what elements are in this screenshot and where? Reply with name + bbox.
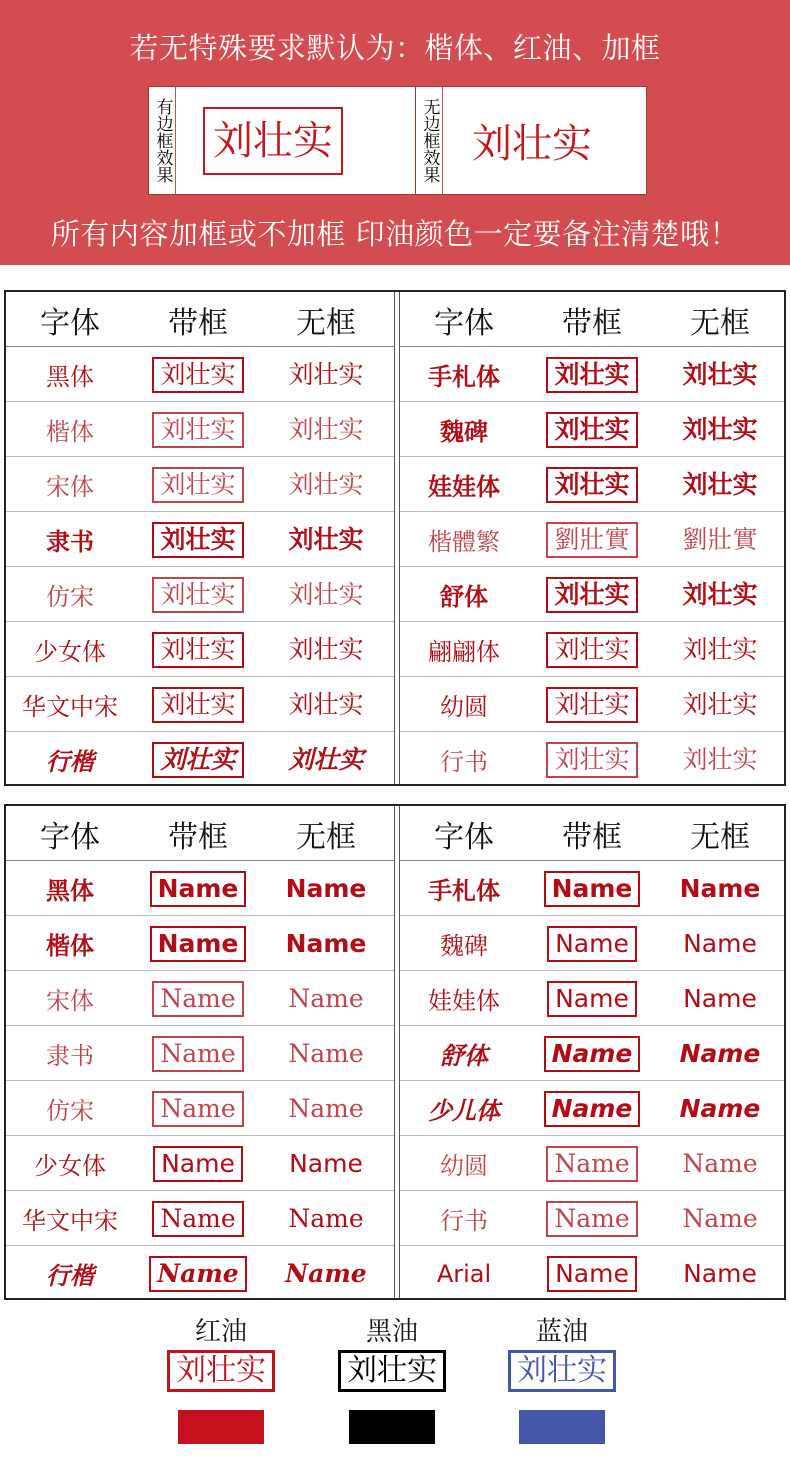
- ink-swatch: [519, 1410, 605, 1444]
- plain-sample: [656, 1246, 784, 1301]
- boxed-sample: [134, 512, 262, 567]
- ink-option-black[interactable]: [336, 1316, 448, 1444]
- boxed-sample-text: 刘壮实: [152, 357, 243, 393]
- font-row[interactable]: [6, 732, 394, 787]
- plain-sample: [262, 567, 390, 622]
- boxed-sample: [134, 567, 262, 622]
- plain-sample-text: Name: [679, 1093, 761, 1123]
- font-row[interactable]: [400, 861, 784, 916]
- plain-sample-text: Name: [288, 983, 364, 1013]
- boxed-sample: [528, 677, 656, 732]
- plain-sample: [262, 1191, 390, 1246]
- boxed-sample-text: Name: [150, 871, 247, 907]
- boxed-sample: [134, 457, 262, 512]
- plain-sample-text: Name: [683, 1258, 757, 1288]
- plain-sample-text: Name: [288, 1203, 364, 1233]
- boxed-sample: [528, 347, 656, 402]
- table-header-row: [400, 292, 784, 347]
- plain-sample: [262, 677, 390, 732]
- plain-sample-text: 刘壮实: [288, 634, 364, 664]
- table-header-row: [400, 806, 784, 861]
- header-plain: 无框: [296, 305, 356, 341]
- font-name: 华文中宋: [22, 693, 118, 721]
- font-row[interactable]: [6, 457, 394, 512]
- font-name: 仿宋: [46, 583, 94, 611]
- plain-sample: [656, 1136, 784, 1191]
- boxed-sample-text: Name: [546, 1146, 637, 1182]
- plain-sample: [656, 347, 784, 402]
- plain-sample-text: Name: [288, 1038, 364, 1068]
- chinese-font-table: [4, 290, 786, 786]
- boxed-sample-text: Name: [544, 871, 641, 907]
- font-name: 楷體繁: [428, 528, 500, 556]
- ink-sample: 刘壮实: [167, 1350, 275, 1392]
- boxed-sample-text: Name: [544, 1036, 641, 1072]
- font-row[interactable]: [400, 1136, 784, 1191]
- boxed-sample-text: 刘壮实: [152, 522, 243, 558]
- font-name: 翩翩体: [428, 638, 500, 666]
- boxed-sample: [134, 861, 262, 916]
- plain-sample-text: Name: [679, 1038, 761, 1068]
- boxed-sample-text: Name: [544, 1091, 641, 1127]
- plain-sample-text: Name: [682, 1203, 758, 1233]
- font-row[interactable]: [6, 971, 394, 1026]
- plain-sample-text: 刘壮实: [288, 414, 364, 444]
- plain-sample-text: 刘壮实: [682, 689, 758, 719]
- font-name: 行楷: [46, 1261, 94, 1290]
- ink-option-red[interactable]: [165, 1316, 277, 1444]
- font-name: 楷体: [46, 932, 94, 960]
- plain-sample-text: Name: [683, 928, 757, 958]
- plain-sample: [262, 457, 390, 512]
- plain-sample: [656, 567, 784, 622]
- font-row[interactable]: [400, 732, 784, 787]
- plain-sample-text: Name: [285, 1258, 367, 1288]
- with-border-demo: [148, 86, 417, 195]
- font-row[interactable]: [400, 622, 784, 677]
- boxed-sample-text: Name: [152, 1201, 243, 1237]
- boxed-sample-text: Name: [547, 981, 637, 1017]
- plain-sample: [656, 1081, 784, 1136]
- font-row[interactable]: [6, 1246, 394, 1301]
- font-name: 黑体: [46, 363, 94, 391]
- header-plain: 无框: [296, 819, 356, 855]
- header-font: 字体: [40, 305, 100, 341]
- plain-sample: [656, 1026, 784, 1081]
- plain-sample: [262, 402, 390, 457]
- english-font-table: [4, 804, 786, 1300]
- font-name: 行书: [440, 748, 488, 776]
- boxed-sample-text: Name: [152, 981, 243, 1017]
- font-row[interactable]: [400, 1081, 784, 1136]
- table-right-half: [400, 806, 784, 1298]
- font-name: 手札体: [428, 877, 500, 905]
- boxed-sample-text: Name: [546, 1201, 637, 1237]
- font-name: 华文中宋: [22, 1207, 118, 1235]
- without-border-demo: [415, 86, 647, 195]
- plain-sample: [262, 512, 390, 567]
- boxed-sample-text: Name: [152, 1036, 243, 1072]
- boxed-sample-text: 刘壮实: [152, 742, 243, 778]
- font-row[interactable]: [6, 1136, 394, 1191]
- boxed-sample: [134, 1136, 262, 1191]
- plain-sample-text: 刘壮实: [682, 634, 758, 664]
- plain-sample: [656, 1191, 784, 1246]
- ink-label: 蓝油: [535, 1317, 588, 1347]
- plain-sample-text: Name: [682, 1148, 758, 1178]
- ink-sample: 刘壮实: [508, 1350, 616, 1392]
- boxed-sample-text: 刘壮实: [152, 687, 243, 723]
- boxed-sample: [134, 916, 262, 971]
- font-row[interactable]: [400, 916, 784, 971]
- font-row[interactable]: [6, 677, 394, 732]
- boxed-sample: [528, 1026, 656, 1081]
- boxed-sample-text: 刘壮实: [152, 632, 243, 668]
- boxed-sample: [134, 732, 262, 787]
- font-row[interactable]: [400, 677, 784, 732]
- plain-sample-text: Name: [288, 1093, 364, 1123]
- boxed-sample-text: 刘壮实: [546, 742, 637, 778]
- font-name: 魏碑: [440, 417, 488, 446]
- table-right-half: [400, 292, 784, 784]
- boxed-sample-text: 刘壮实: [546, 412, 637, 448]
- plain-sample: [262, 861, 390, 916]
- boxed-sample: [134, 1191, 262, 1246]
- plain-sample: [262, 1136, 390, 1191]
- font-name: 手札体: [428, 362, 500, 391]
- plain-sample-text: 刘壮实: [288, 744, 364, 774]
- plain-sample: [656, 732, 784, 787]
- boxed-sample: [134, 622, 262, 677]
- font-name: 隶书: [46, 1042, 94, 1070]
- plain-sample-text: 刘壮实: [682, 744, 758, 774]
- table-left-half: [6, 806, 394, 1298]
- plain-sample-text: 刘壮实: [682, 414, 758, 444]
- font-name: 黑体: [46, 877, 94, 905]
- plain-sample-text: Name: [679, 873, 761, 903]
- plain-sample: [262, 916, 390, 971]
- plain-sample-text: 劉壯實: [682, 524, 758, 554]
- plain-sample-text: 刘壮实: [288, 524, 364, 554]
- boxed-sample: [528, 622, 656, 677]
- font-row[interactable]: [6, 512, 394, 567]
- plain-sample: [656, 861, 784, 916]
- plain-sample: [656, 402, 784, 457]
- plain-sample: [262, 971, 390, 1026]
- font-row[interactable]: [6, 1191, 394, 1246]
- font-name: 楷体: [46, 418, 94, 446]
- boxed-sample: [134, 971, 262, 1026]
- font-row[interactable]: [400, 512, 784, 567]
- boxed-sample-text: 刘壮实: [546, 577, 637, 613]
- font-name: 隶书: [46, 527, 94, 556]
- font-row[interactable]: [6, 402, 394, 457]
- font-row[interactable]: [400, 402, 784, 457]
- font-row[interactable]: [400, 567, 784, 622]
- plain-sample: [262, 347, 390, 402]
- boxed-sample-text: Name: [152, 1091, 243, 1127]
- boxed-sample: [528, 861, 656, 916]
- plain-sample-text: 刘壮实: [288, 579, 364, 609]
- font-row[interactable]: [6, 1026, 394, 1081]
- plain-sample: [656, 622, 784, 677]
- font-name: 幼圆: [440, 693, 488, 721]
- font-name: 宋体: [46, 987, 94, 1015]
- plain-sample-text: 刘壮实: [682, 359, 758, 389]
- plain-sample: [656, 512, 784, 567]
- boxed-sample: [134, 1026, 262, 1081]
- header-plain: 无框: [690, 305, 750, 341]
- table-left-half: [6, 292, 394, 784]
- plain-sample-text: 刘壮实: [682, 469, 758, 499]
- font-row[interactable]: [400, 457, 784, 512]
- ink-sample: 刘壮实: [338, 1350, 446, 1392]
- header-font: 字体: [40, 819, 100, 855]
- boxed-sample-text: 刘壮实: [546, 467, 637, 503]
- boxed-sample: [528, 1081, 656, 1136]
- with-border-sample: [203, 87, 343, 194]
- table-header-row: [6, 292, 394, 347]
- header-font: 字体: [434, 305, 494, 341]
- font-name: 行楷: [46, 747, 94, 776]
- boxed-sample: [528, 457, 656, 512]
- plain-sample-text: Name: [285, 928, 367, 958]
- boxed-sample-text: 刘壮实: [152, 577, 243, 613]
- font-name: 魏碑: [440, 932, 488, 960]
- header-boxed: 带框: [562, 819, 622, 855]
- boxed-sample: [528, 916, 656, 971]
- plain-sample: [656, 916, 784, 971]
- boxed-sample: [528, 402, 656, 457]
- boxed-sample-text: 刘壮实: [546, 357, 637, 393]
- without-border-label: 无边框效果: [416, 87, 443, 194]
- boxed-sample-text: 刘壮实: [546, 687, 637, 723]
- boxed-sample: [528, 971, 656, 1026]
- font-row[interactable]: [6, 567, 394, 622]
- boxed-sample-text: Name: [547, 926, 637, 962]
- font-name: 行书: [440, 1207, 488, 1235]
- default-style-notice: 若无特殊要求默认为：楷体、红油、加框: [129, 31, 661, 65]
- font-name: 少儿体: [428, 1097, 500, 1125]
- ink-reminder-notice: 所有内容加框或不加框 印油颜色一定要备注清楚哦！: [50, 217, 740, 251]
- plain-sample-text: 刘壮实: [288, 359, 364, 389]
- plain-sample-text: Name: [683, 983, 757, 1013]
- boxed-sample: [528, 732, 656, 787]
- font-row[interactable]: [6, 622, 394, 677]
- boxed-sample: [134, 1246, 262, 1301]
- ink-option-blue[interactable]: [506, 1316, 618, 1444]
- boxed-sample-text: 刘壮实: [546, 632, 637, 668]
- boxed-sample-text: 刘壮实: [152, 412, 243, 448]
- header-boxed: 带框: [168, 305, 228, 341]
- font-row[interactable]: [400, 1191, 784, 1246]
- font-row[interactable]: [400, 1026, 784, 1081]
- plain-sample: [262, 1246, 390, 1301]
- boxed-sample: [528, 512, 656, 567]
- header-boxed: 带框: [562, 305, 622, 341]
- boxed-sample: [528, 567, 656, 622]
- font-name: 少女体: [34, 1152, 106, 1180]
- boxed-sample-text: Name: [149, 1256, 246, 1292]
- font-name: 幼圆: [440, 1152, 488, 1180]
- plain-sample: [656, 457, 784, 512]
- plain-sample-text: 刘壮实: [288, 469, 364, 499]
- boxed-sample: [134, 402, 262, 457]
- boxed-sample-text: Name: [153, 1146, 243, 1182]
- boxed-sample: [528, 1191, 656, 1246]
- plain-sample: [262, 1081, 390, 1136]
- font-name: 宋体: [46, 473, 94, 501]
- boxed-sample: [134, 677, 262, 732]
- plain-sample-text: Name: [285, 873, 367, 903]
- header-banner: [0, 0, 790, 265]
- font-row[interactable]: [400, 1246, 784, 1301]
- boxed-sample: [134, 1081, 262, 1136]
- with-border-sample-text: 刘壮实: [203, 107, 343, 175]
- boxed-sample-text: 劉壯實: [546, 522, 637, 558]
- plain-sample: [262, 1026, 390, 1081]
- font-name: Arial: [436, 1259, 492, 1288]
- header-boxed: 带框: [168, 819, 228, 855]
- font-name: 娃娃体: [428, 473, 500, 501]
- font-row[interactable]: [6, 916, 394, 971]
- ink-swatch: [349, 1410, 435, 1444]
- ink-swatch: [178, 1410, 264, 1444]
- boxed-sample-text: 刘壮实: [152, 467, 243, 503]
- boxed-sample-text: Name: [150, 926, 247, 962]
- plain-sample-text: 刘壮实: [288, 689, 364, 719]
- boxed-sample-text: Name: [547, 1256, 637, 1292]
- font-name: 舒体: [440, 582, 488, 611]
- font-row[interactable]: [6, 1081, 394, 1136]
- font-name: 仿宋: [46, 1097, 94, 1125]
- boxed-sample: [528, 1136, 656, 1191]
- ink-label: 黑油: [365, 1317, 418, 1347]
- font-row[interactable]: [400, 971, 784, 1026]
- font-name: 娃娃体: [428, 987, 500, 1015]
- font-row[interactable]: [6, 347, 394, 402]
- header-plain: 无框: [690, 819, 750, 855]
- boxed-sample: [528, 1246, 656, 1301]
- without-border-sample: 刘壮实: [472, 121, 592, 167]
- font-name: 少女体: [34, 638, 106, 666]
- font-row[interactable]: [400, 347, 784, 402]
- plain-sample: [656, 677, 784, 732]
- plain-sample: [262, 732, 390, 787]
- plain-sample-text: 刘壮实: [682, 579, 758, 609]
- plain-sample: [262, 622, 390, 677]
- with-border-label: 有边框效果: [149, 87, 176, 194]
- boxed-sample: [134, 347, 262, 402]
- font-row[interactable]: [6, 861, 394, 916]
- ink-label: 红油: [194, 1317, 247, 1347]
- font-name: 舒体: [440, 1042, 488, 1070]
- table-header-row: [6, 806, 394, 861]
- header-font: 字体: [434, 819, 494, 855]
- plain-sample: [656, 971, 784, 1026]
- plain-sample-text: Name: [289, 1148, 363, 1178]
